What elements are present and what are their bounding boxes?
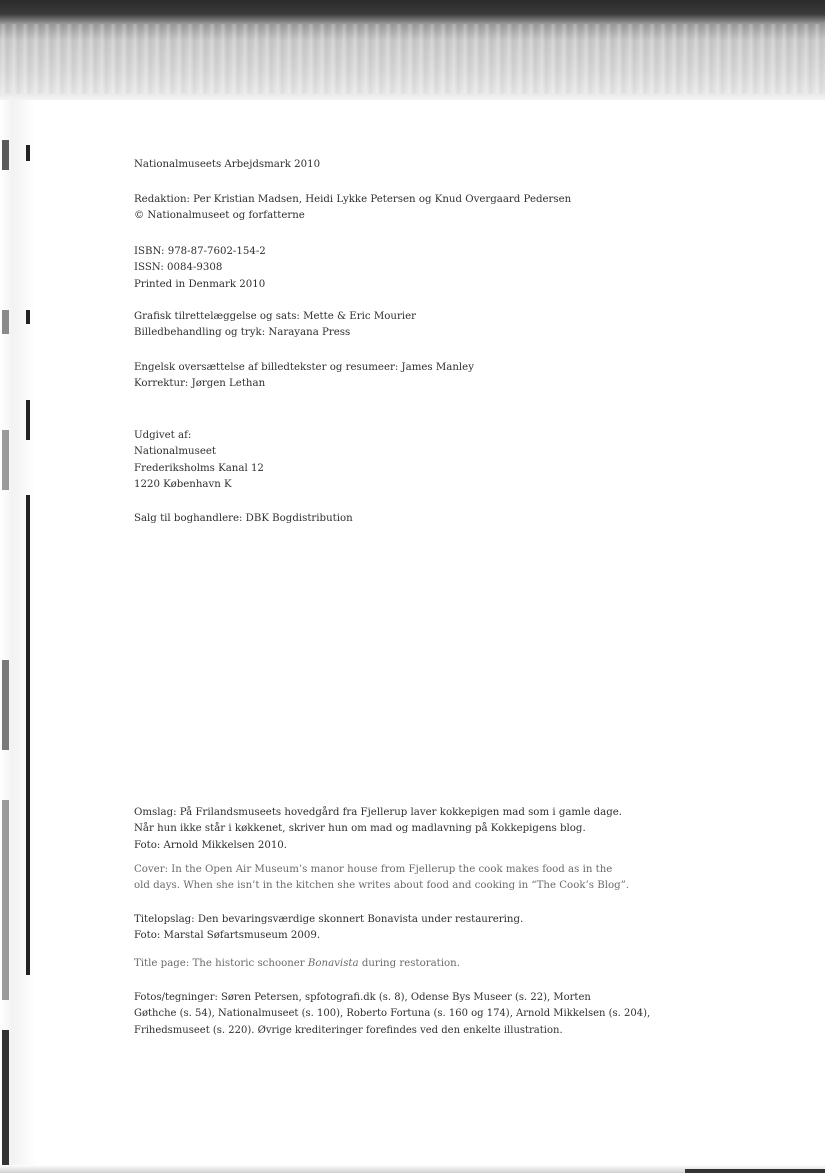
- cover-caption-da: Omslag: På Frilandsmuseets hovedgård fra Fjellerup laver kokkepigen mad som i gamle dage. Når hun ikke står i køkkenet, skriver hun om mad og madlavning på Kokkepigens blog. Foto: Arnold Mikkelsen 2010.: [134, 807, 622, 851]
- translation-line: Engelsk oversættelse af billedtekster og resumeer: James Manley: [134, 362, 474, 373]
- distribution-line: Salg til boghandlere: DBK Bogdistribution: [134, 513, 353, 524]
- design-line: Grafisk tilrettelæggelse og sats: Mette & Eric Mourier: [134, 311, 416, 322]
- ship-name: Bonavista: [307, 958, 359, 969]
- scan-left-edge: [0, 100, 36, 1173]
- editors-line: Redaktion: Per Kristian Madsen, Heidi Lykke Petersen og Knud Overgaard Pedersen: [134, 194, 572, 205]
- titlespread-caption-en: Title page: The historic schooner Bonavista during restoration.: [134, 958, 460, 969]
- editors-block: [134, 192, 571, 225]
- photo-credits: Fotos/tegninger: Søren Petersen, spfotografi.dk (s. 8), Odense Bys Museer (s. 22), Morten Gøthche (s. 54), Nationalmuseet (s. 100), Roberto Fortuna (s. 160 og 174), Arnold Mikkelsen (s. 204), Frihedsmuseet (s. 220). Øvrige krediteringer forefindes ved den enkelte illustration.: [134, 992, 651, 1036]
- isbn: ISBN: 978-87-7602-154-2: [134, 246, 266, 257]
- publisher-label: Udgivet af:: [134, 430, 192, 441]
- titlespread-caption-da: Titelopslag: Den bevaringsværdige skonnert Bonavista under restaurering. Foto: Marstal Søfartsmuseum 2009.: [134, 914, 524, 942]
- book-title: Nationalmuseets Arbejdsmark 2010: [134, 159, 321, 170]
- publisher-block: [134, 428, 264, 494]
- translation-block: [134, 360, 474, 393]
- publisher-name: Nationalmuseet: [134, 446, 216, 458]
- printed-line: Printed in Denmark 2010: [134, 278, 266, 290]
- production-block: [134, 309, 416, 342]
- issn: ISSN: 0084-9308: [134, 262, 223, 274]
- print-line: Billedbehandling og tryk: Narayana Press: [134, 327, 351, 339]
- scan-top-edge: [0, 0, 825, 100]
- identifiers-block: [134, 244, 266, 293]
- scan-bottom-edge: [0, 1165, 825, 1173]
- publisher-city: 1220 København K: [134, 479, 232, 491]
- proofreading-line: Korrektur: Jørgen Lethan: [134, 378, 266, 390]
- cover-caption-en: Cover: In the Open Air Museum’s manor house from Fjellerup the cook makes food as in the old days. When she isn’t in the kitchen she writes about food and cooking in “The Cook’s Blog”.: [134, 864, 630, 892]
- copyright-line: © Nationalmuseet og forfatterne: [134, 210, 305, 222]
- publisher-street: Frederiksholms Kanal 12: [134, 462, 264, 474]
